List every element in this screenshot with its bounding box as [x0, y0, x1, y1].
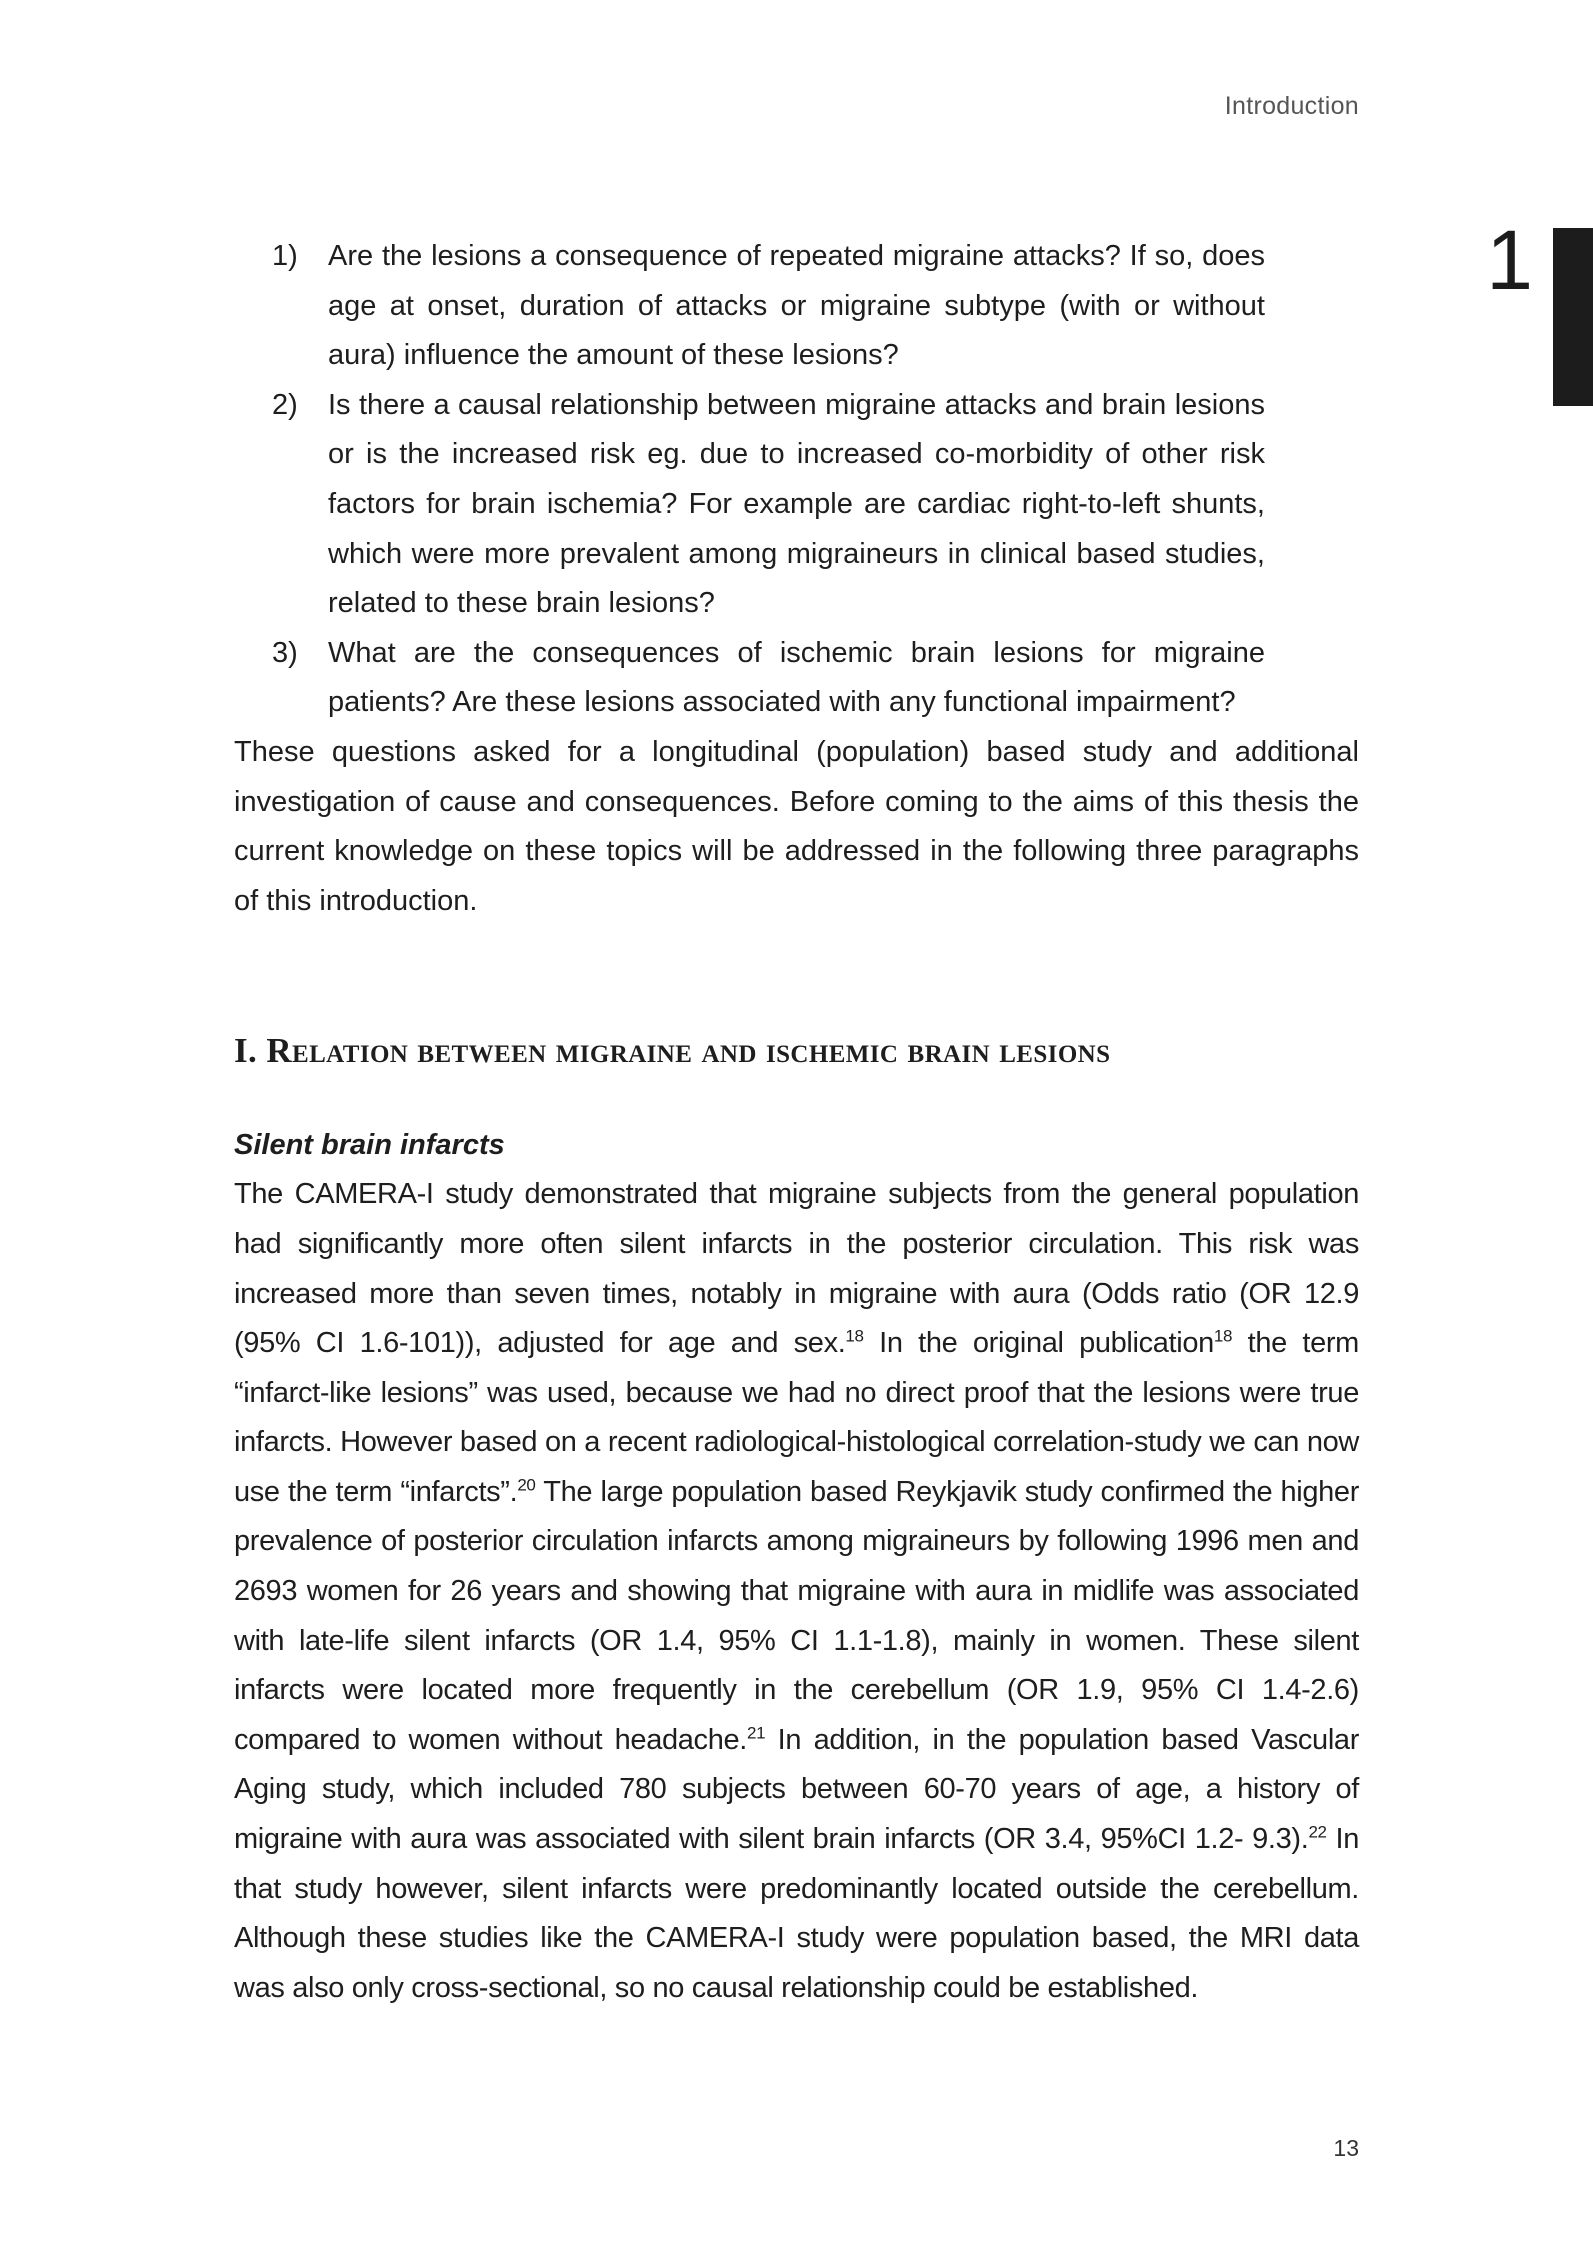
list-item-number: 3) [272, 636, 298, 669]
body-text: In addition, in the population based Vascular Aging study, which included 780 subjects between 60-70 years of age, a history of migraine with aura was associated with silent brain infarcts (OR 3.4, 95%CI 1.2- 9.3). [234, 1723, 1360, 1856]
body-text: In the original publication [863, 1327, 1214, 1360]
body-text: The large population based Reykjavik study confirmed the higher prevalence of posterior circulation infarcts among migraineurs by following 1996 men and 2693 women for 26 years and showing that migraine with aura in midlife was associated with late-life silent infarcts (OR 1.4, 95% CI 1.1-1.8), mainly in women. These silent infarcts were located more frequently in the cerebellum (OR 1.9, 95% CI 1.4-2.6) compared to women without headache. [234, 1475, 1360, 1756]
list-item-number: 2) [272, 388, 298, 421]
subsection-heading: Silent brain infarcts [234, 1129, 505, 1162]
list-item-text: Is there a causal relationship between migraine attacks and brain lesions or is the increased risk eg. due to increased co-morbidity of other risk factors for brain ischemia? For example are cardiac right-to-left shunts, which were more prevalent among migraineurs in clinical based studies, related to these brain lesions? [328, 388, 1265, 620]
list-item-text: What are the consequences of ischemic brain lesions for migraine patients? Are these lesions associated with any functional impairment? [328, 636, 1265, 719]
page-number: 13 [1333, 2135, 1359, 2161]
list-item-number: 1) [272, 240, 298, 272]
body-text: In that study however, silent infarcts were predominantly located outside the cerebellum. Although these studies like the CAMERA-I study were population based, the MRI data was also only cross-sectional, so no causal relationship could be established. [234, 1823, 1359, 2004]
body-text: the term “infarct-like lesions” was used, because we had no direct proof that the lesions were true infarcts. However based on a recent radiological-histological correlation-study we can now use the term “infarcts”. [234, 1327, 1359, 1508]
chapter-number: 1 [1486, 213, 1533, 307]
list-item-text: Are the lesions a consequence of repeated migraine attacks? If so, does age at onset, duration of attacks or migraine subtype (with or without aura) influence the amount of these lesions? [328, 240, 1265, 372]
citation-ref: 21 [746, 1723, 766, 1743]
list-item [272, 381, 1265, 629]
body-paragraph [234, 1170, 1359, 2013]
citation-ref: 18 [845, 1326, 864, 1346]
body-text: The CAMERA-I study demonstrated that migraine subjects from the general population had significantly more often silent infarcts in the posterior circulation. This risk was increased more than seven times, notably in migraine with aura (Odds ratio (OR 12.9 (95% CI 1.6-101)), adjusted for age and sex. [234, 1178, 1359, 1360]
citation-ref: 22 [1308, 1822, 1327, 1842]
intro-paragraph: These questions asked for a longitudinal (population) based study and additional investigation of cause and consequences. Before coming to the aims of this thesis the current knowledge on these topics will be addressed in the following three paragraphs of this introduction. [234, 735, 1359, 917]
question-list [234, 232, 1265, 728]
section-heading: I. Relation between migraine and ischemic brain lesions [234, 1031, 1111, 1071]
citation-ref: 20 [517, 1475, 536, 1495]
list-item [272, 232, 1265, 381]
citation-ref: 18 [1213, 1326, 1233, 1346]
running-head: Introduction [1224, 92, 1359, 120]
list-item [272, 629, 1265, 728]
page-content [234, 232, 1359, 2013]
chapter-tab-marker [1553, 228, 1593, 406]
